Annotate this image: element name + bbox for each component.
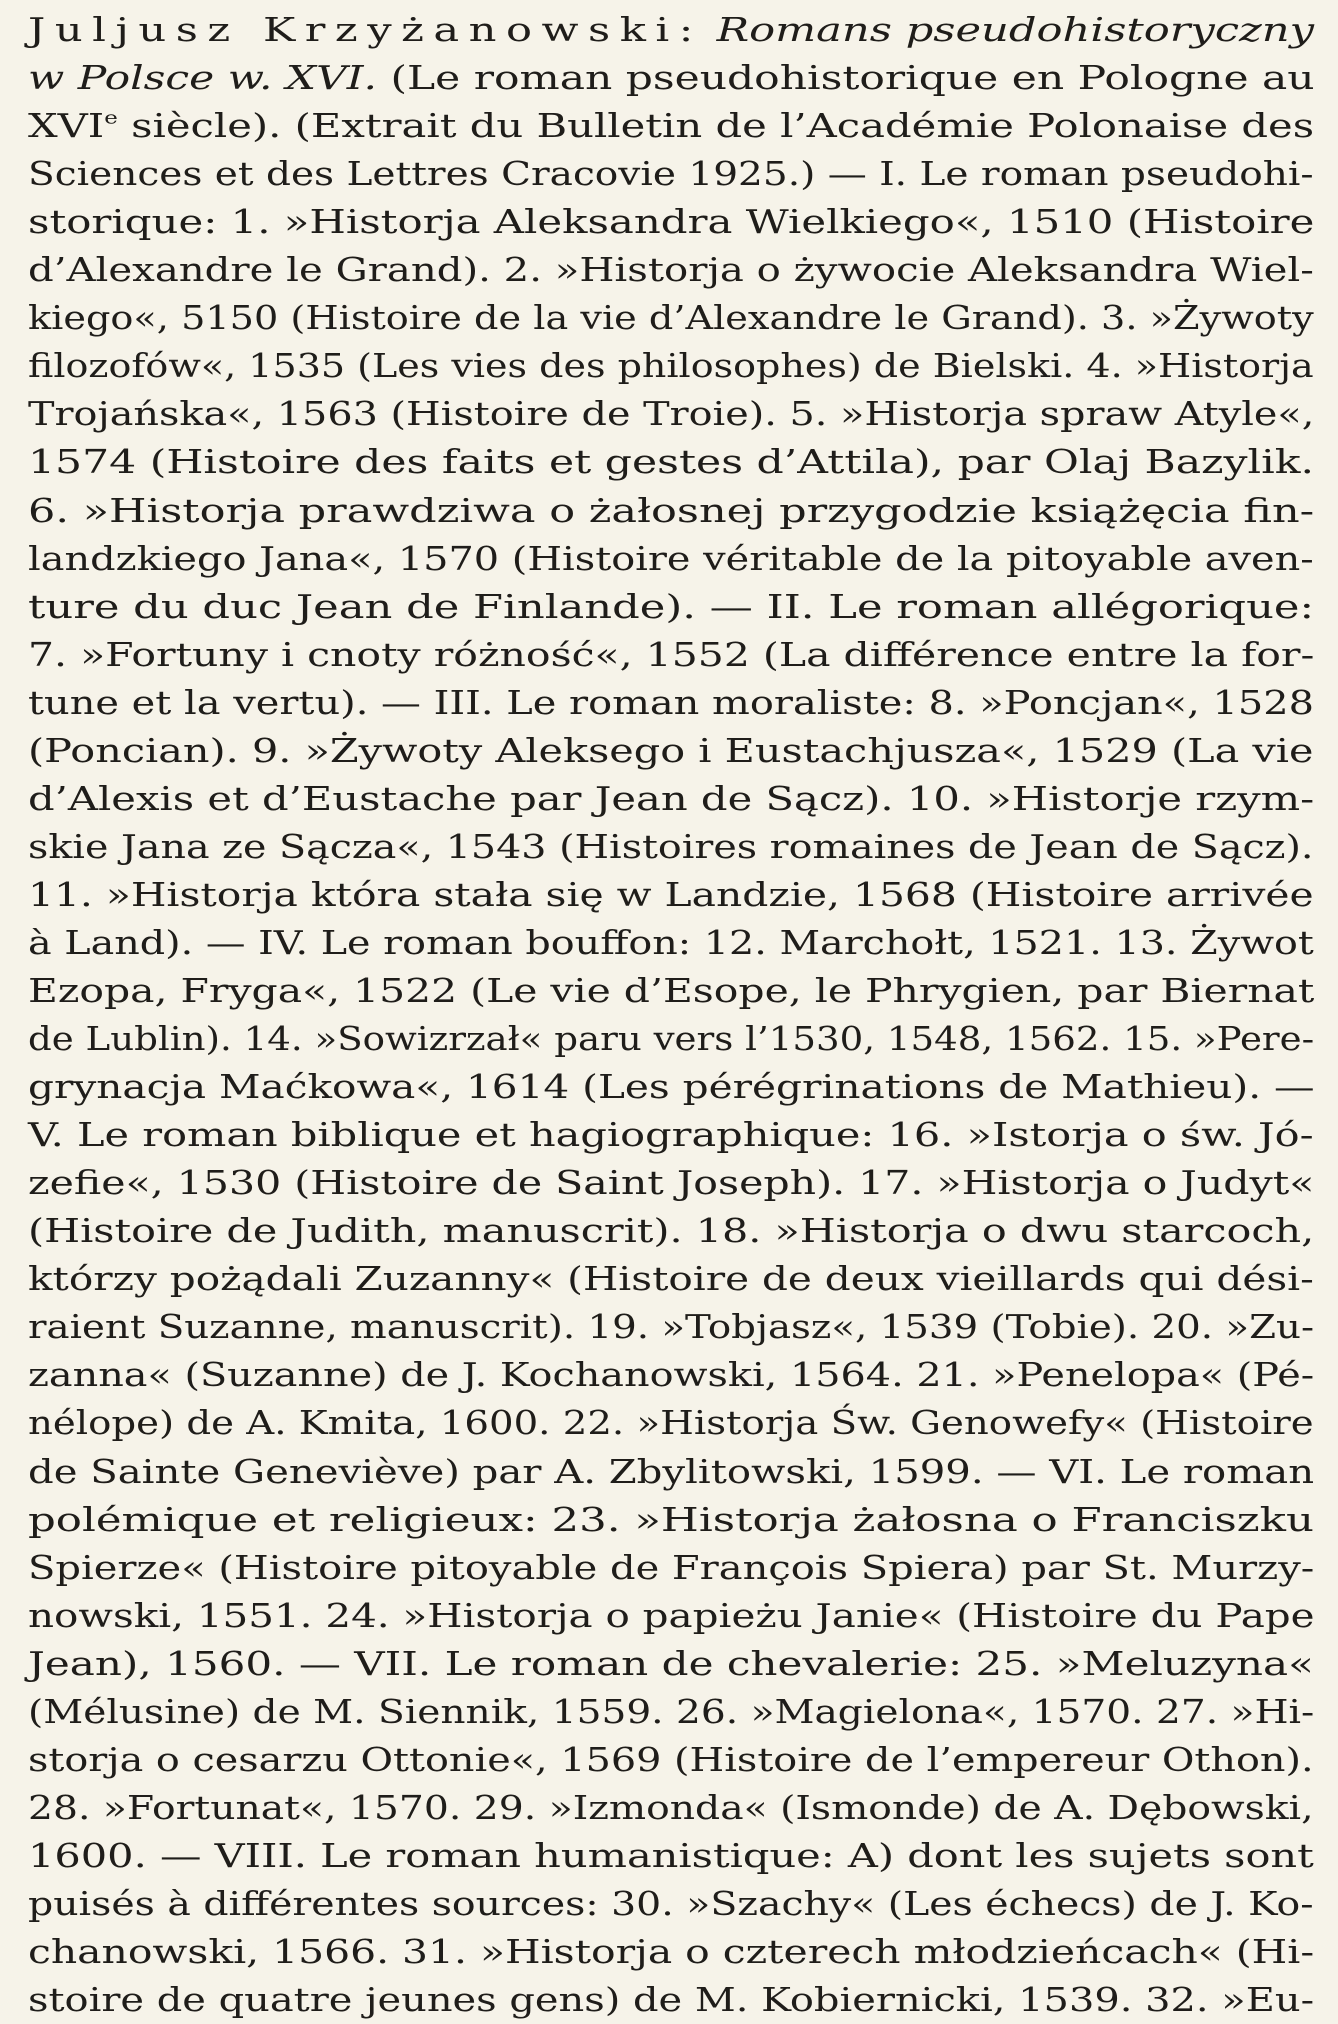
text-line: Jean), 1560. — VII. Le roman de chevalerie: 25. »Meluzyna« <box>28 1643 1314 1683</box>
text-line: (Poncian). 9. »Żywoty Aleksego i Eustachjusza«, 1529 (La vie <box>28 730 1314 770</box>
text-line: tune et la vertu). — III. Le roman moraliste: 8. »Poncjan«, 1528 <box>28 682 1314 722</box>
text-line: 6. »Historja prawdziwa o żałosnej przygodzie książęcia fin- <box>28 490 1315 530</box>
text-line: storique: 1. »Historja Aleksandra Wielkiego«, 1510 (Histoire <box>28 202 1315 242</box>
text-line: Ezopa, Fryga«, 1522 (Le vie d’Esope, le Phrygien, par Biernat <box>28 971 1315 1010</box>
work-title-continued: w Polsce w. XVI. <box>28 58 377 98</box>
text-line: de Lublin). 14. »Sowizrzał« paru vers l’1530, 1548, 1562. 15. »Pere- <box>28 1019 1315 1059</box>
author-name: Juljusz Krzyżanowski: <box>28 10 703 49</box>
text-line: raient Suzanne, manuscrit). 19. »Tobjasz«, 1539 (Tobie). 20. »Zu- <box>28 1307 1315 1347</box>
text-line: V. Le roman biblique et hagiographique: 16. »Istorja o św. Jó- <box>28 1115 1314 1155</box>
text-line: 7. »Fortuny i cnoty różność«, 1552 (La différence entre la for- <box>28 634 1315 674</box>
text-line: d’Alexis et d’Eustache par Jean de Sącz). 10. »Historje rzym- <box>28 778 1315 818</box>
text-segment: siècle). (Extrait du Bulletin de l’Académie Polonaise des <box>131 106 1315 146</box>
text-line: 11. »Historja która stała się w Landzie, 1568 (Histoire arrivée <box>28 874 1314 914</box>
text-line: (Histoire de Judith, manuscrit). 18. »Historja o dwu starcoch, <box>28 1211 1315 1251</box>
text-line: którzy pożądali Zuzanny« (Histoire de deux vieillards qui dési- <box>28 1259 1314 1299</box>
text-line: filozofów«, 1535 (Les vies des philosophes) de Bielski. 4. »Historja <box>28 346 1314 386</box>
text-line: ture du duc Jean de Finlande). — II. Le roman allégorique: <box>28 586 1315 626</box>
text-line: Spierze« (Histoire pitoyable de François Spiera) par St. Murzy- <box>28 1547 1315 1587</box>
text-line: 28. »Fortunat«, 1570. 29. »Izmonda« (Ismonde) de A. Dębowski, <box>28 1787 1314 1827</box>
text-line: kiego«, 5150 (Histoire de la vie d’Alexandre le Grand). 3. »Żywoty <box>28 298 1314 338</box>
text-line: puisés à différentes sources: 30. »Szachy« (Les échecs) de J. Ko- <box>28 1883 1314 1923</box>
text-line: 1600. — VIII. Le roman humanistique: A) dont les sujets sont <box>28 1835 1314 1875</box>
text-line: d’Alexandre le Grand). 2. »Historja o żywocie Aleksandra Wiel- <box>28 250 1314 290</box>
text-line: 1574 (Histoire des faits et gestes d’Attila), par Olaj Bazylik. <box>28 442 1315 482</box>
century-superscript: e <box>104 107 118 129</box>
text-line: chanowski, 1566. 31. »Historja o czterech młodzieńcach« (Hi- <box>28 1932 1315 1971</box>
text-line: (Mélusine) de M. Siennik, 1559. 26. »Magielona«, 1570. 27. »Hi- <box>28 1691 1315 1731</box>
text-line: stoire de quatre jeunes gens) de M. Kobiernicki, 1539. 32. »Eu- <box>28 1980 1315 2020</box>
text-line: grynacja Maćkowa«, 1614 (Les pérégrinations de Mathieu). — <box>28 1067 1315 1107</box>
century-numeral: XVI <box>28 106 105 146</box>
text-line: storja o cesarzu Ottonie«, 1569 (Histoire de l’empereur Othon). <box>28 1739 1314 1779</box>
text-line: skie Jana ze Sącza«, 1543 (Histoires romaines de Jean de Sącz). <box>28 826 1314 866</box>
text-line: de Sainte Geneviève) par A. Zbylitowski, 1599. — VI. Le roman <box>28 1451 1315 1491</box>
text-line <box>28 54 1315 102</box>
text-line: zefie«, 1530 (Histoire de Saint Joseph). 17. »Historja o Judyt« <box>28 1163 1315 1203</box>
text-line: landzkiego Jana«, 1570 (Histoire véritable de la pitoyable aven- <box>28 538 1314 578</box>
text-line: à Land). — IV. Le roman bouffon: 12. Marchołt, 1521. 13. Żywot <box>28 922 1314 962</box>
text-line: polémique et religieux: 23. »Historja żałosna o Franciszku <box>28 1499 1314 1539</box>
text-line <box>28 6 1314 54</box>
text-line: nélope) de A. Kmita, 1600. 22. »Historja Św. Genowefy« (Histoire <box>28 1403 1314 1443</box>
text-segment: (Le roman pseudohistorique en Pologne au <box>390 58 1315 98</box>
text-line <box>28 102 1314 150</box>
text-line: nowski, 1551. 24. »Historja o papieżu Janie« (Histoire du Pape <box>28 1595 1315 1635</box>
text-line: zanna« (Suzanne) de J. Kochanowski, 1564. 21. »Penelopa« (Pé- <box>28 1355 1315 1395</box>
text-line: Sciences et des Lettres Cracovie 1925.) — I. Le roman pseudohi- <box>28 154 1314 194</box>
work-title: Romans pseudohistoryczny <box>716 10 1315 49</box>
text-line: Trojańska«, 1563 (Histoire de Troie). 5. »Historja spraw Atyle«, <box>28 394 1315 434</box>
